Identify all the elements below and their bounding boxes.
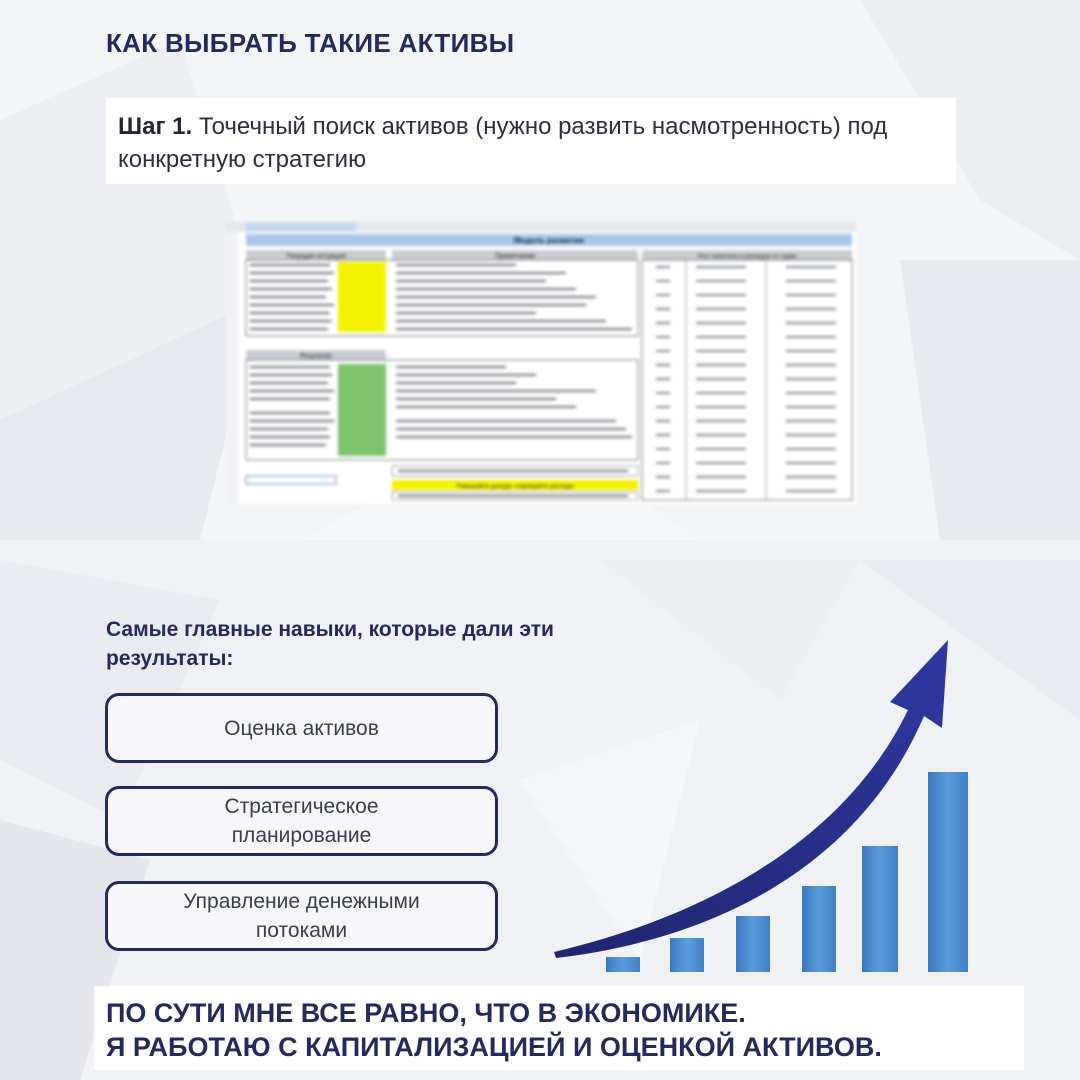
conclusion-box xyxy=(94,986,1024,1070)
conclusion-line-1: ПО СУТИ МНЕ ВСЕ РАВНО, ЧТО В ЭКОНОМИКЕ. xyxy=(106,998,746,1028)
step-label: Шаг 1. xyxy=(118,113,193,140)
skill-asset-valuation xyxy=(105,693,498,763)
spreadsheet-image xyxy=(226,222,856,504)
growth-bar xyxy=(670,938,704,972)
growth-bar xyxy=(736,916,770,972)
skill-label: Стратегическое планирование xyxy=(224,795,379,847)
growth-bar xyxy=(606,957,640,972)
spreadsheet-section-current: Текущая ситуация xyxy=(286,253,346,260)
skills-title: Самые главные навыки, которые дали эти результаты: xyxy=(106,618,554,670)
growth-bar xyxy=(802,886,836,972)
spreadsheet-highlight-note: Повышайте доходы, сокращайте расходы xyxy=(456,484,574,490)
conclusion-line-2: Я РАБОТАЮ С КАПИТАЛИЗАЦИЕЙ И ОЦЕНКОЙ АКТИВОВ. xyxy=(106,1032,882,1062)
spreadsheet-section-result: Результат xyxy=(300,353,332,360)
step-text: Точечный поиск активов (нужно развить насмотренность) под конкретную стратегию xyxy=(118,113,888,173)
growth-arrow-icon xyxy=(540,620,980,980)
growth-bar xyxy=(862,846,898,972)
spreadsheet-title: Модель развития xyxy=(514,236,584,245)
growth-bar xyxy=(928,772,968,972)
skill-strategic-planning xyxy=(105,786,498,856)
skill-cash-flow-management xyxy=(105,881,498,951)
spreadsheet-section-growth: Рост капитала и расходов по годам xyxy=(697,254,797,260)
step-description xyxy=(106,98,956,184)
spreadsheet-section-notes: Примечание xyxy=(494,253,536,260)
skill-label: Управление денежными потоками xyxy=(183,890,420,942)
skill-label: Оценка активов xyxy=(224,716,379,740)
page-title: КАК ВЫБРАТЬ ТАКИЕ АКТИВЫ xyxy=(106,28,515,58)
